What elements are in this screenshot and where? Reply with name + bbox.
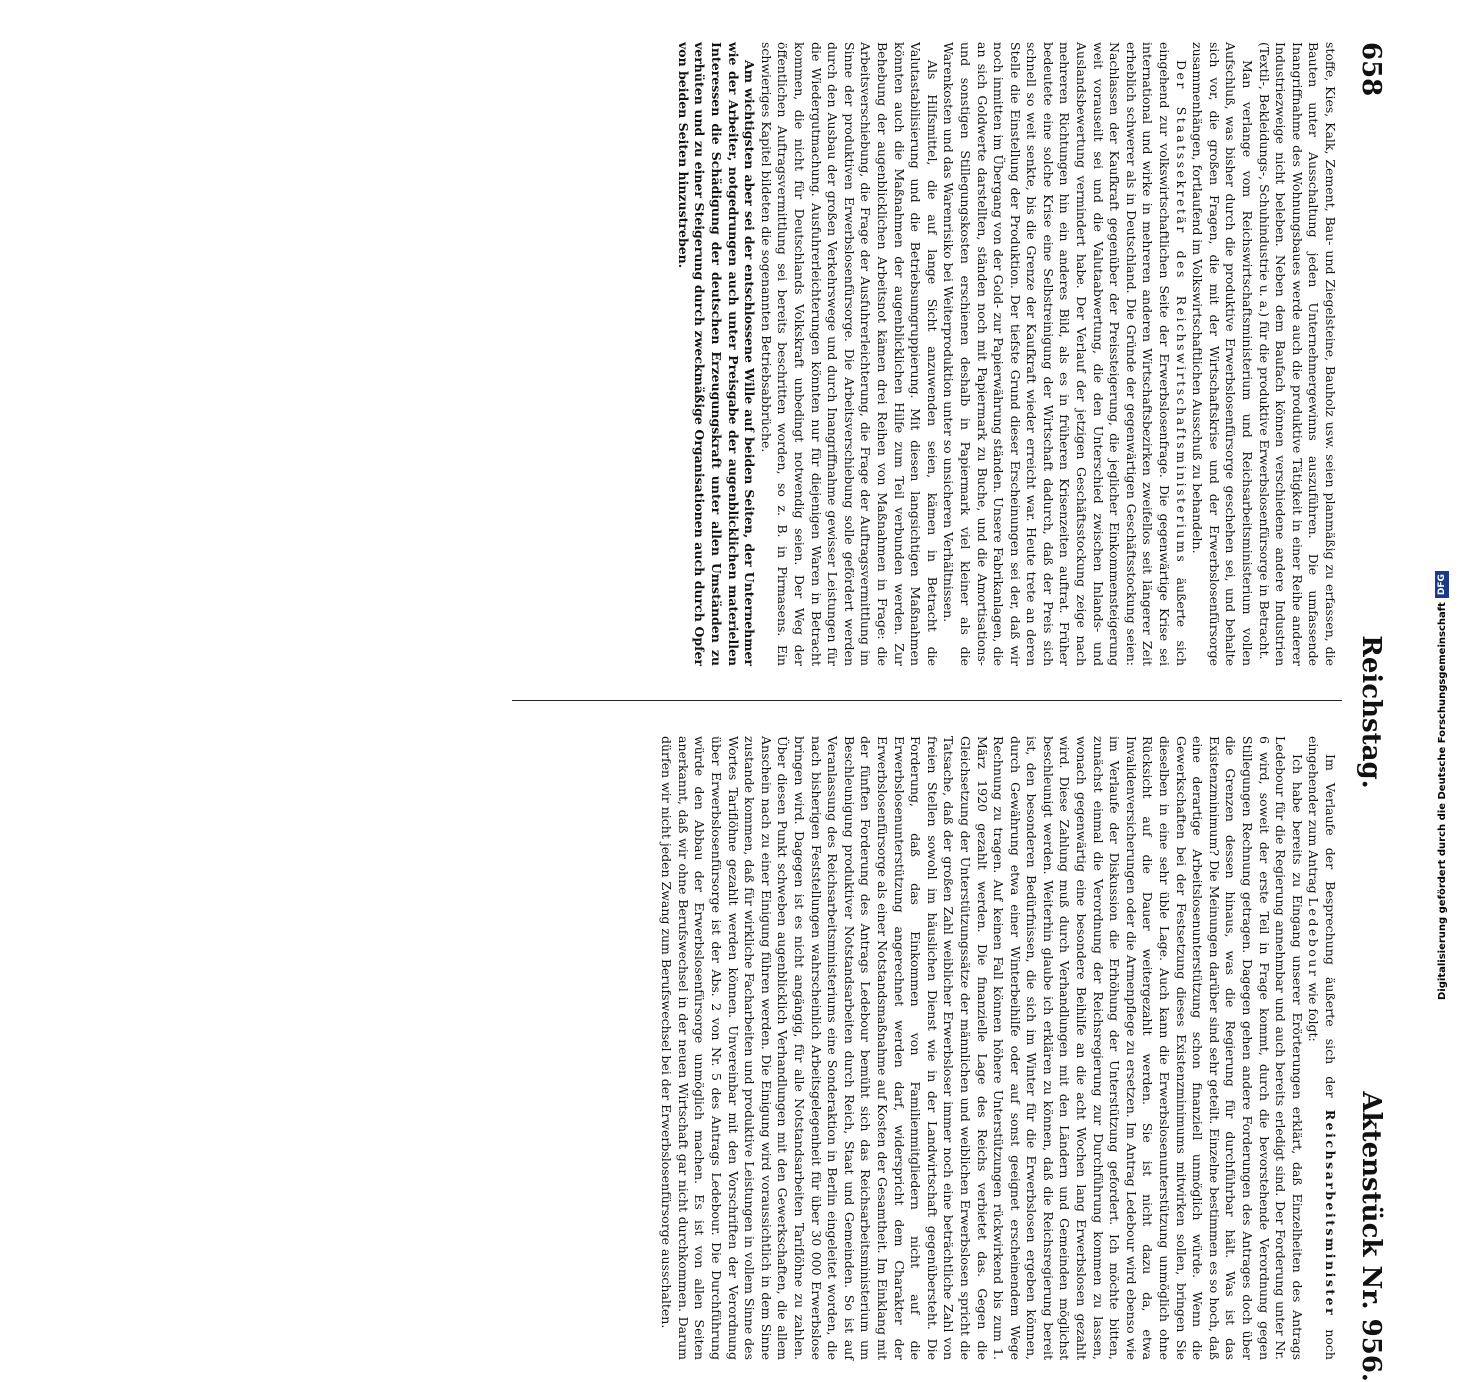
person-name: Ledebour xyxy=(1306,897,1322,979)
paragraph-text: wie folgt: xyxy=(1306,982,1322,1042)
running-title: Reichstag. xyxy=(1356,635,1386,789)
speaker-title: Reichsarbeitsminister xyxy=(1323,1109,1338,1318)
paragraph-text: Im Verlaufe der Besprechung äußerte sich der xyxy=(1323,754,1338,1098)
section-title: Aktenstück Nr. 956. xyxy=(1356,1091,1386,1382)
dfg-logo: DFG xyxy=(1435,571,1449,598)
digitization-credit xyxy=(1428,0,1458,1000)
credit-text: Digitalisierung gefördert durch die Deutsche Forschungsgemeinschaft xyxy=(1437,602,1448,1000)
page-header xyxy=(1354,42,1388,1382)
speaker-title: Der Staatssekretär des Reichswirtschaftsministeriums xyxy=(1173,60,1189,565)
page-number: 658 xyxy=(1356,42,1386,97)
paragraph: Als Hilfsmittel, die auf lange Sicht anzuwenden seien, kämen in Betracht die Valutastabilisierung und die Betriebsumgruppierung. Mit diesen langsichtigen Maßnahmen könnten auch die Maßnahmen der augenblicklichen Hilfe zum Teil verbunden werden. Zur Behebung der augenblicklichen Arbeitsnot kämen drei Reihen von Maßnahmen in Frage: die Arbeitsverschiebung, die Frage der Ausfuhrerleichterung, die Frage der Auftragsvermittlung im Sinne der produktiven Erwerbslosenfürsorge. Die Arbeitsverschiebung solle gefördert werden durch den Ausbau der großen Verkehrswege und durch Inangriffnahme gewisser Leistungen für die Wiedergutmachung. Ausfuhrerleichterungen könnten nur für diejenigen Waren in Betracht kommen, die nicht für Deutschlands Volkskraft unbedingt notwendig seien. Der Weg der öffentlichen Auftragsvermittlung sei bereits beschritten worden, so z. B. in Pirmasens. Ein schwieriges Kapitel bildeten die sogenannten Betriebsabbrüche. xyxy=(758,42,940,666)
left-column xyxy=(518,42,1338,666)
paragraph: stoffe, Kies, Kalk, Zement, Bau- und Ziegelsteine, Bauholz usw. seien planmäßig zu erfassen, die Bauten unter Ausschaltung jeden Unternehmergewinns auszuführen. Die umfassende Inangriffnahme des Wohnungsbaues werde auch die produktive Tätigkeit in einer Reihe anderer Industriezweige nicht beleben. Neben dem Baufach können verschiedene andere Industrien (Textil-, Bekleidungs-, Schuhindustrie u. a.) für die produktive Erwerbslosenfürsorge in Betracht. xyxy=(1256,42,1338,666)
paragraph xyxy=(1305,736,1338,1360)
paragraph-text: noch eingehender zum Antrag xyxy=(1306,736,1338,1360)
column-divider xyxy=(512,700,1342,701)
paragraph-text: äußerte sich eingehend zur volkswirtschaftlichen Seite der Erwerbslosenfrage. Die gegenwärtige Krise sei international und wirke in mehreren anderen Wirtschaftsbezirken zweifellos seit längerer Zeit erheblich schwerer als in Deutschland. Die Gründe der gegenwärtigen Geschäftsstockung seien: Nachlassen der Kaufkraft gegenüber der Preissteigerung, die jeglicher Einkommensteigerung weit vorauseilt sei und die Valutaabwertung, die den Unterschied zwischen Inlands- und Auslandsbewertung vermindert habe. Der Verlauf der jetzigen Geschäftsstockung zeige nach mehreren Richtungen hin ein anderes Bild, als es in früheren Krisenzeiten auftrat. Früher bedeutete eine solche Krise eine Selbstreinigung der Wirtschaft dadurch, daß der Preis sich schnell so weit senkte, bis die Grenze der Kaufkraft wieder erreicht war. Heute trete an deren Stelle die Einstellung der Produktion. Der tiefste Grund dieser Erscheinungen sei der, daß wir noch inmitten im Übergang von der Gold- zur Papierwährung ständen. Unsere Fabrikanlagen, die an sich Goldwerte darstellten, ständen noch mit Papiermark zu Buche, und die Amortisations- und sonstigen Stillegungskosten erschienen deshalb in Papiermark viel kleiner als die Warenkosten und das Warenrisiko bei Weiterproduktion unter so unsicheren Verhältnissen. xyxy=(941,42,1189,666)
paragraph: Am wichtigsten aber sei der entschlossene Wille auf beiden Seiten, der Unternehmer wie der Arbeiter, notgedrungen auch unter Preisgabe der augenblicklichen materiellen Interessen die Schädigung der deutschen Erzeugungskraft unter allen Umständen zu verhüten und zu einer Steigerung durch zweckmäßige Organisationen auch durch Opfer von beiden Seiten hinzustreben. xyxy=(675,42,758,666)
paragraph xyxy=(940,42,1189,666)
paragraph: Ich habe bereits zu Eingang unserer Erörterungen erklärt, daß Einzelheiten des Antrags Ledebour für die Regierung annehmbar und auch bereits erledigt sind. Der Forderung unter Nr. 6 wird, soweit der erste Teil in Frage kommt, durch die bevorstehende Verordnung gegen Stillegungen Rechnung getragen. Dagegen gehen andere Forderungen des Antrages doch über die Grenzen dessen hinaus, was die Regierung für durchführbar hält. Was ist das Existenzminimum? Die Meinungen darüber sind sehr geteilt. Einzelne bestimmen es so hoch, daß eine derartige Arbeitslosenunterstützung schon finanziell unmöglich würde. Wenn die Gewerkschaften bei der Festsetzung dieses Existenzminimums mitwirken sollen, bringen Sie dieselben in eine sehr üble Lage. Auch kann die Erwerbslosenunterstützung unmöglich ohne Rücksicht auf die Dauer weitergezahlt werden. Sie ist nicht dazu da, etwa Invalidenversicherungen oder die Armenpflege zu ersetzen. Im Antrag Ledebour wird ebenso wie im Verlaufe der Diskussion die Erhöhung der Unterstützung gefordert. Ich möchte bitten, zunächst einmal die Verordnung der Reichsregierung zur Durchführung kommen zu lassen, wonach gegenwärtig eine besondere Beihilfe an die acht Wochen lang Erwerbslosen gezahlt wird. Diese Zahlung muß durch Verhandlungen mit den Ländern und Gemeinden möglichst beschleunigt werden. Weiterhin glaube ich erklären zu können, daß die Reichsregierung bereit ist, den besonderen Bedürfnissen, die sich im Winter für die Erwerbslosen ergeben können, durch Gewährung etwa einer Winterbeihilfe oder auf sonst geeignet erscheinendem Wege Rechnung zu tragen. Auf keinen Fall können höhere Unterstützungen rückwirkend bis zum 1. März 1920 gezahlt werden. Die finanzielle Lage des Reichs verbietet das. Gegen die Gleichsetzung der Unterstützungssätze der männlichen und weiblichen Erwerbslosen spricht die Tatsache, daß der großen Zahl weiblicher Erwerbsloser immer noch eine beträchtliche Zahl von freien Stellen sowohl im häuslichen Dienst wie in der Landwirtschaft gegenübersteht. Die Forderung, daß das Einkommen von Familienmitgliedern nicht auf die Erwerbslosenunterstützung angerechnet werden darf, widerspricht dem Charakter der Erwerbslosenfürsorge als einer Notstandsmaßnahme auf Kosten der Gesamtheit. Im Einklang mit der fünften Forderung des Antrags Ledebour bemüht sich das Reichsarbeitsministerium um Beschleunigung produktiver Notstandsarbeiten durch Reich, Staat und Gemeinden. So ist auf Veranlassung des Reichsarbeitsministeriums eine Sonderaktion in Berlin eingeleitet worden, die nach bisherigen Feststellungen wahrscheinlich Arbeitsgelegenheit für über 30 000 Erwerbslose bringen wird. Dagegen ist es nicht angängig, für alle Notstandsarbeiten Tariflöhne zu zahlen. Über diesen Punkt schweben augenblicklich Verhandlungen mit den Gewerkschaften, die allem Anschein nach zu einer Einigung führen werden. Die Einigung wird voraussichtlich in dem Sinne zustande kommen, daß für wirkliche Facharbeiten und produktive Leistungen in vollem Sinne des Wortes Tariflöhne gezahlt werden können. Unvereinbar mit den Vorschriften der Verordnung über Erwerbslosenfürsorge ist der Abs. 2 von Nr. 5 des Antrags Ledebour. Die Durchführung würde den Abbau der Erwerbslosenfürsorge unmöglich machen. Es ist von allen Seiten anerkannt, daß wir ohne Berufswechsel in der neuen Wirtschaft gar nicht durchkommen. Darum dürfen wir nicht jeden Zwang zum Berufswechsel bei der Erwerbslosenfürsorge ausschalten. xyxy=(659,736,1305,1360)
paragraph: Man verlange vom Reichswirtschaftsministerium und Reichsarbeitsministerium vollen Aufschluß, was bisher durch die produktive Erwerbslosenfürsorge geschehen sei, und behalte sich vor, die großen Fragen, die mit der Wirtschaftskrise und der Erwerbslosenfürsorge zusammenhängen, fortlaufend im Volkswirtschaftlichen Ausschuß zu behandeln. xyxy=(1190,42,1256,666)
right-column xyxy=(518,736,1338,1360)
